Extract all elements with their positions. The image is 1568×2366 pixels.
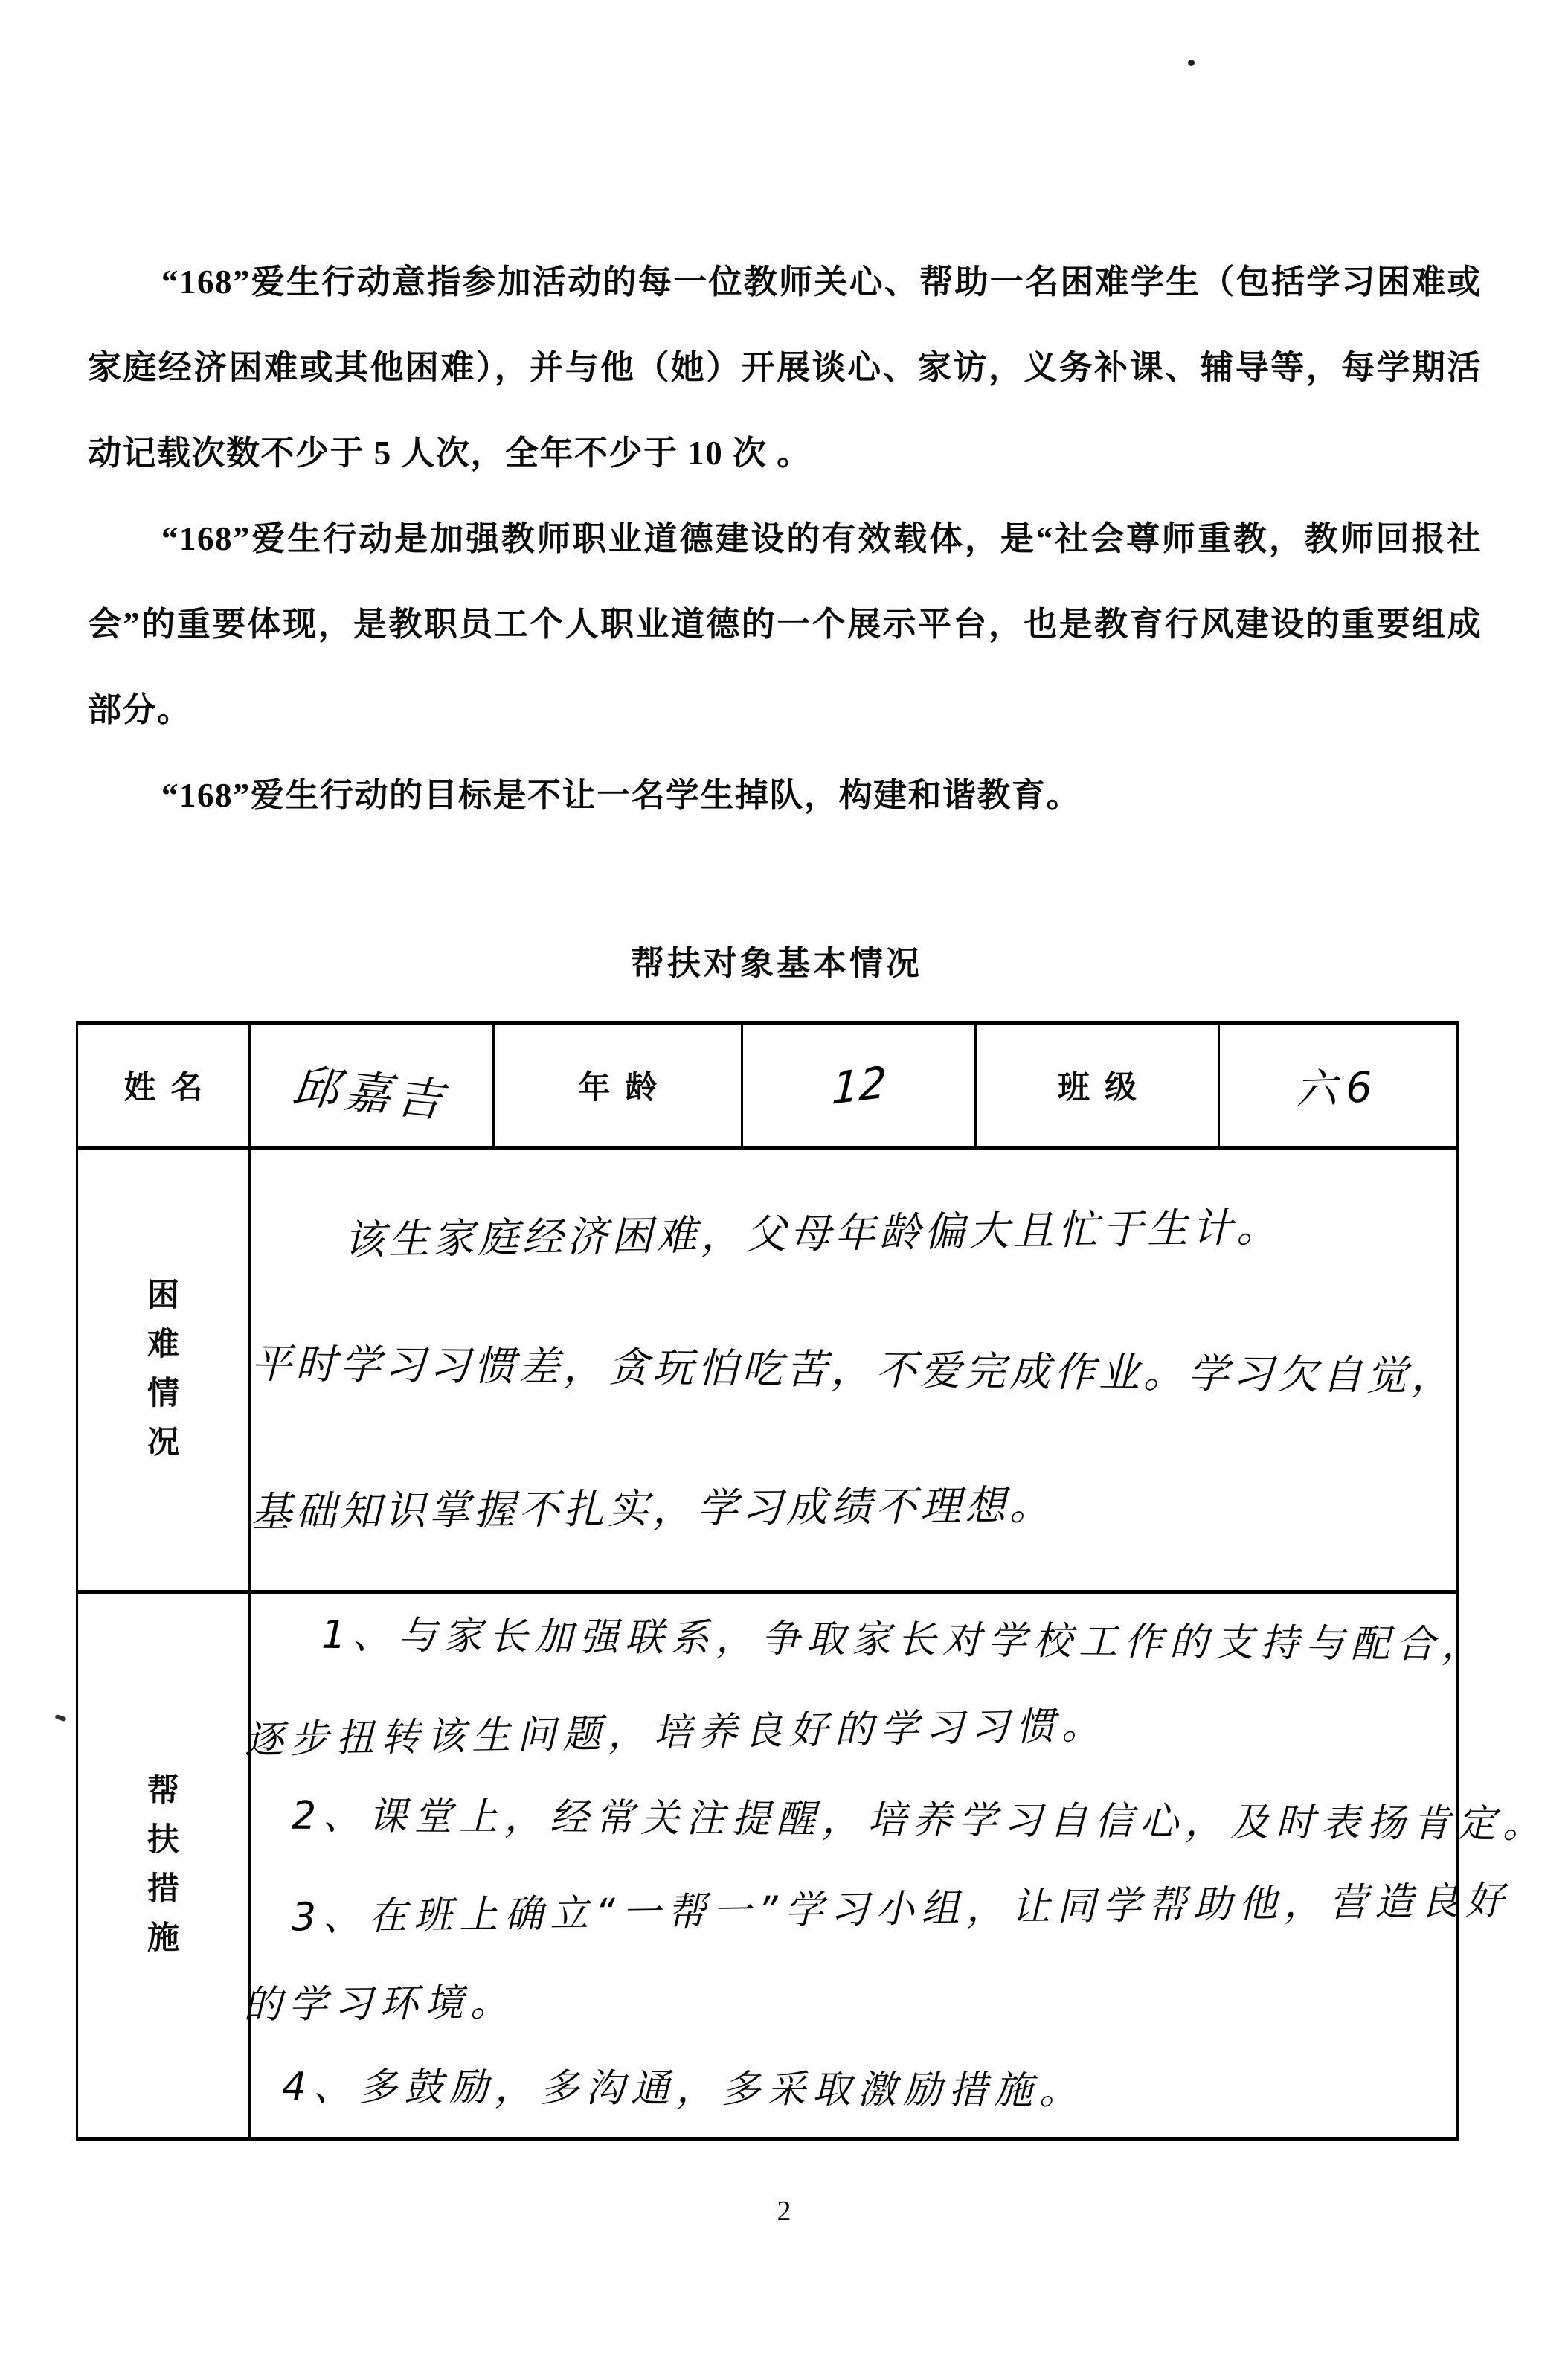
table-title: 帮扶对象基本情况 — [630, 945, 922, 982]
handwritten-line: 逐步扭转该生问题，培养良好的学习习惯。 — [244, 1703, 1108, 1763]
table-row-header — [77, 1023, 1458, 1148]
handwritten-class: 六6 — [1294, 1062, 1383, 1115]
handwritten-line: 1、与家长加强联系，争取家长对学校工作的支持与配合， — [321, 1612, 1488, 1668]
name-value-cell — [250, 1023, 494, 1148]
handwritten-name: 邱嘉吉 — [290, 1058, 452, 1129]
handwritten-line: 2、课堂上，经常关注提醒，培养学习自信心，及时表扬肯定。 — [291, 1793, 1549, 1847]
table-row-difficulty — [77, 1148, 1458, 1592]
age-label: 年龄 — [494, 1023, 742, 1148]
age-value-cell — [742, 1023, 976, 1148]
paragraph-168-goal: “168”爱生行动的目标是不让一名学生掉队，构建和谐教育。 — [161, 777, 1082, 814]
class-label: 班级 — [976, 1023, 1219, 1148]
handwritten-line: 的学习环境。 — [242, 1980, 516, 2028]
aid-target-info-table — [76, 1021, 1549, 2141]
table-row-measures — [77, 1592, 1458, 2139]
difficulty-label: 困难情况 — [147, 1278, 179, 1461]
difficulty-label-cell — [77, 1148, 250, 1592]
page-number: 2 — [777, 2196, 791, 2227]
handwritten-line: 平时学习习惯差，贪玩怕吃苦，不爱完成作业。学习欠自觉， — [250, 1339, 1456, 1400]
measures-label-cell — [77, 1592, 250, 2139]
handwritten-line: 基础知识掌握不扎实，学习成绩不理想。 — [250, 1481, 1055, 1536]
paragraph-168-definition: “168”爱生行动意指参加活动的每一位教师关心、帮助一名困难学生（包括学习困难或家庭经济困难或其他困难），并与他（她）开展谈心、家访，义务补课、辅导等，每学期活动记载次数不少于 5 人次，全年不少于 10 次 。 — [88, 263, 1482, 472]
handwritten-line: 4、多鼓励，多沟通，多采取激励措施。 — [281, 2064, 1085, 2114]
paragraph-168-significance: “168”爱生行动是加强教师职业道德建设的有效载体，是“社会尊师重教，教师回报社会”的重要体现，是教职员工个人职业道德的一个展示平台，也是教育行风建设的重要组成部分。 — [88, 520, 1482, 728]
handwritten-age: 12 — [830, 1056, 887, 1115]
difficulty-content-cell — [250, 1148, 1458, 1592]
body-text-block — [88, 240, 1482, 839]
handwritten-line: 该生家庭经济困难，父母年龄偏大且忙于生计。 — [343, 1202, 1282, 1264]
scan-artifact-dot — [1188, 60, 1195, 66]
measures-label: 帮扶措施 — [147, 1774, 179, 1956]
class-value-cell — [1219, 1023, 1458, 1148]
scan-artifact-dot — [54, 1714, 66, 1722]
handwritten-line: 3、在班上确立“一帮一”学习小组，让同学帮助他，营造良好 — [291, 1878, 1511, 1940]
measures-content-cell — [242, 1592, 1549, 2139]
name-label: 姓名 — [77, 1023, 250, 1148]
